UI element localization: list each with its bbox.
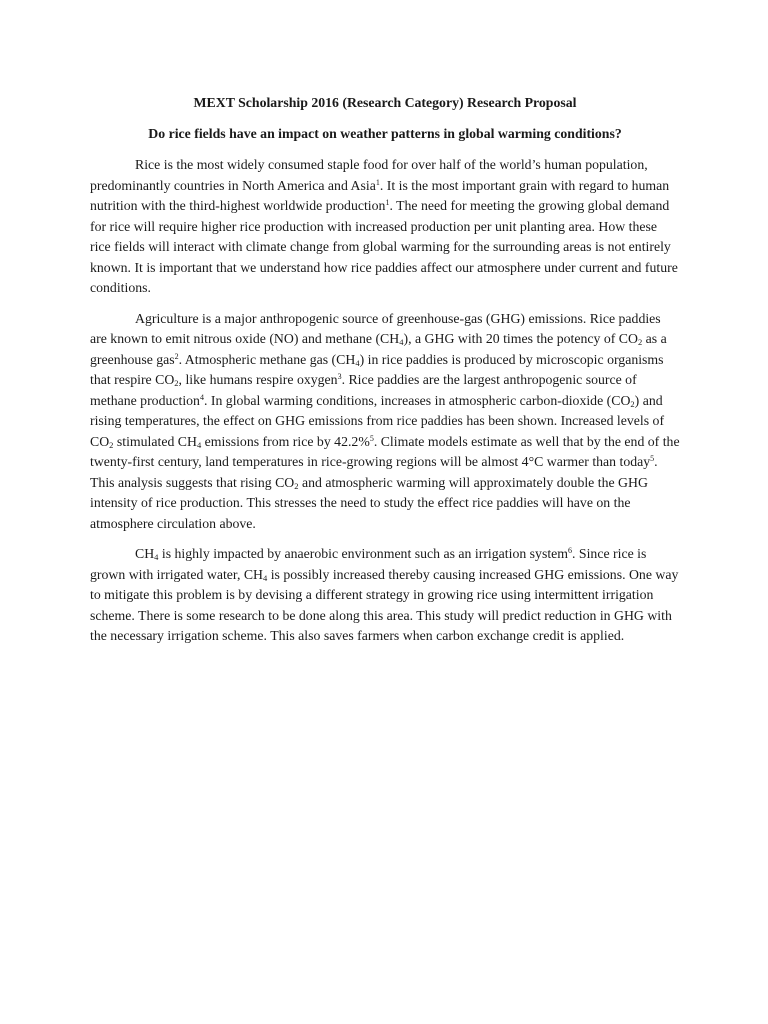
text-run: ), a GHG with 20 times the potency of CO	[403, 331, 638, 346]
subscript: 2	[109, 439, 114, 450]
citation-ref: 5	[650, 454, 655, 463]
text-run: . Climate models estimate as well that by the end of the twenty-first century, land temperatures in rice-growing regions will be almost 4°C warmer than today	[90, 433, 680, 469]
subscript: 2	[174, 378, 179, 388]
text-run: Agriculture is a major anthropogenic source of greenhouse-gas (GHG) emissions. Rice paddies are known to emit nitrous oxide (NO) and methane (CH	[90, 310, 661, 346]
text-run: . Atmospheric methane gas (CH	[178, 351, 356, 367]
citation-ref: 6	[568, 546, 573, 555]
citation-ref: 3	[337, 372, 342, 381]
text-run: emissions from rice by 42.2%	[201, 433, 370, 449]
text-run: as a greenhouse gas	[90, 331, 667, 367]
text-run: . The need for meeting the growing global demand for rice will require higher rice production with increased production per unit planting area. How these rice fields will interact with climate change from global warming for the surrounding areas is not entirely known. It is important that we understand how rice paddies affect our atmosphere under current and future conditions.	[90, 198, 678, 295]
paragraph-irrigation	[90, 544, 680, 647]
subscript: 2	[637, 337, 643, 347]
subscript: 4	[263, 572, 268, 583]
subscript: 4	[355, 357, 360, 368]
text-run: . Since rice is grown with irrigated water, CH	[90, 546, 647, 582]
text-run: , like humans respire oxygen	[178, 372, 338, 387]
text-run: . In global warming conditions, increases in atmospheric carbon-dioxide (CO	[203, 392, 631, 408]
subscript: 4	[399, 337, 404, 347]
citation-ref: 5	[369, 433, 374, 443]
text-run: Rice is the most widely consumed staple food for over half of the world’s human population, predominantly countries in North America and Asia	[90, 157, 648, 193]
subscript: 4	[196, 439, 202, 450]
subscript: 2	[630, 398, 635, 409]
text-run: and atmospheric warming will approximately double the GHG intensity of rice production. This stresses the need to study the effect rice paddies will have on the atmosphere circulation above.	[90, 474, 648, 531]
citation-ref: 4	[199, 392, 204, 402]
paragraph-introduction	[90, 155, 680, 299]
text-run: . It is the most important grain with regard to human nutrition with the third-highest worldwide production	[90, 177, 670, 213]
paragraph-ghg-emissions	[90, 309, 680, 535]
subscript: 4	[154, 552, 159, 562]
research-question: Do rice fields have an impact on weather patterns in global warming conditions?	[148, 126, 622, 141]
citation-ref: 1	[385, 198, 390, 207]
citation-ref: 1	[375, 177, 380, 187]
subscript: 2	[294, 480, 299, 491]
text-run: is possibly increased thereby causing increased GHG emissions. One way to mitigate this problem is by devising a different strategy in growing rice using intermittent irrigation scheme. There is some research to be done along this area. This study will predict reduction in GHG with the necessary irrigation scheme. This also saves farmers when carbon exchange credit is applied.	[90, 566, 679, 643]
text-run: ) and rising temperatures, the effect on GHG emissions from rice paddies has been shown. Increased levels of CO	[90, 392, 665, 449]
document-title: MEXT Scholarship 2016 (Research Category) Research Proposal	[193, 95, 577, 110]
citation-ref: 2	[174, 351, 179, 361]
text-run: ) in rice paddies is produced by microscopic organisms that respire CO	[90, 351, 664, 387]
text-run: is highly impacted by anaerobic environment such as an irrigation system	[158, 546, 569, 561]
text-run: . Rice paddies are the largest anthropogenic source of methane production	[90, 372, 637, 408]
document-page	[90, 94, 680, 657]
text-run: stimulated CH	[113, 433, 197, 449]
text-run: CH	[135, 546, 155, 561]
text-run: . This analysis suggests that rising CO	[90, 454, 658, 490]
